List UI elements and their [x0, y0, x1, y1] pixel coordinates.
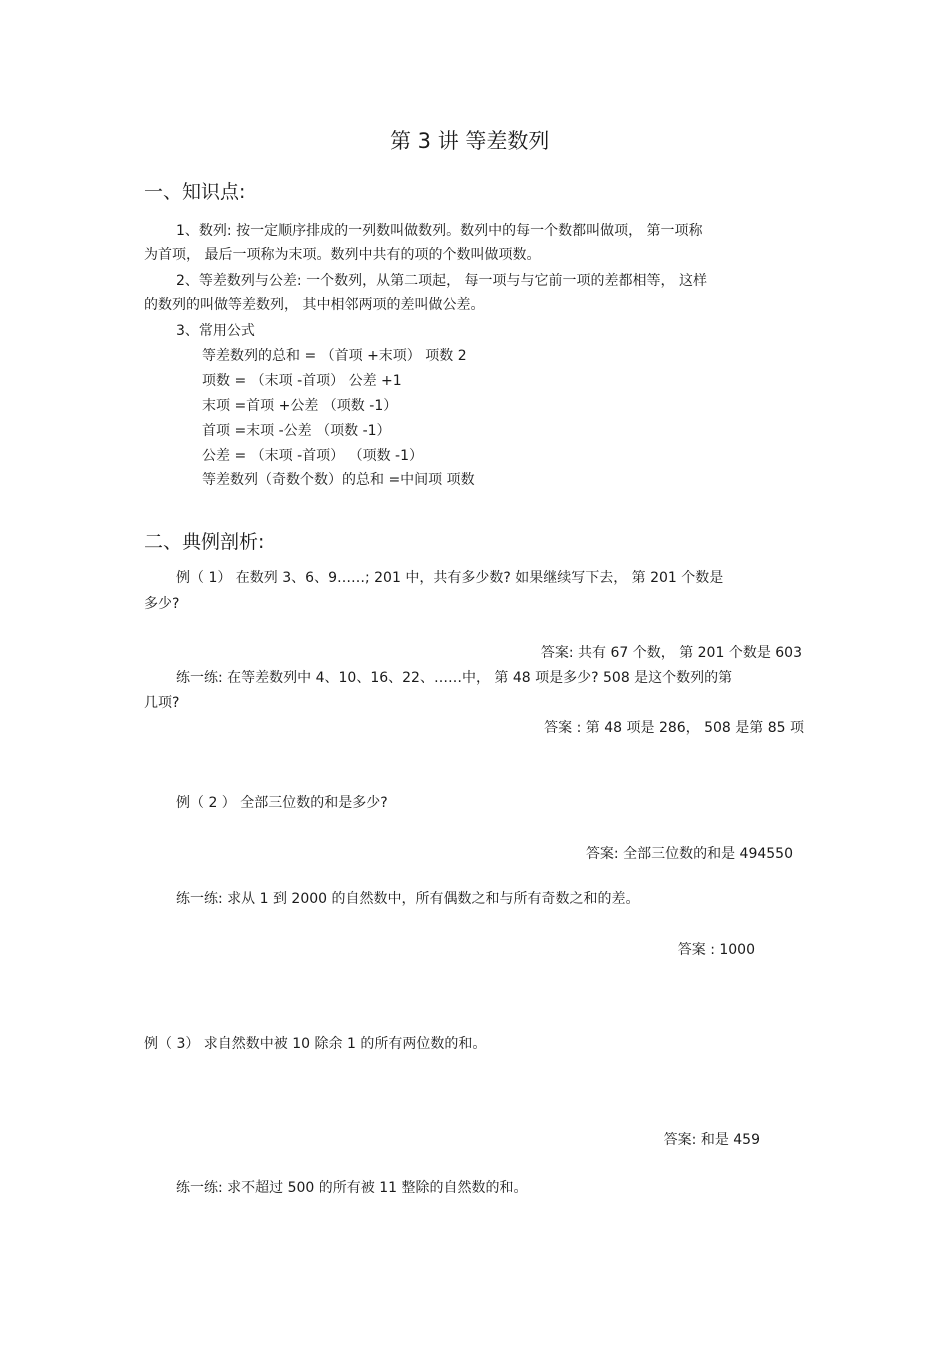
practice1-answer: 答案 : 第 48 项是 286， 508 是第 85 项	[544, 720, 804, 736]
page-title: 第 3 讲 等差数列	[390, 129, 550, 153]
definition-arithmetic-line1: 2、等差数列与公差: 一个数列，从第二项起， 每一项与与它前一项的差都相等， 这样	[176, 273, 707, 289]
example2-answer: 答案: 全部三位数的和是 494550	[585, 846, 793, 862]
definition-arithmetic-line2: 的数列的叫做等差数列， 其中相邻两项的差叫做公差。	[144, 297, 485, 313]
definition-sequence-line2: 为首项， 最后一项称为末项。数列中共有的项的个数叫做项数。	[144, 247, 541, 263]
example1-line2: 多少?	[144, 596, 180, 612]
practice2-answer: 答案 : 1000	[677, 942, 755, 958]
example3: 例（ 3） 求自然数中被 10 除余 1 的所有两位数的和。	[144, 1036, 487, 1052]
example2: 例（ 2 ） 全部三位数的和是多少?	[176, 795, 388, 811]
formula-last-term: 末项 =首项 +公差 （项数 -1）	[202, 398, 398, 414]
example1-line1: 例（ 1） 在数列 3、6、9……; 201 中，共有多少数? 如果继续写下去， 第 201 个数是	[176, 570, 724, 586]
section-heading-examples: 二、典例剖析:	[144, 531, 265, 553]
practice1-line1: 练一练: 在等差数列中 4、10、16、22、……中， 第 48 项是多少? 508 是这个数列的第	[176, 670, 733, 686]
practice2: 练一练: 求从 1 到 2000 的自然数中，所有偶数之和与所有奇数之和的差。	[176, 891, 640, 907]
formula-first-term: 首项 =末项 -公差 （项数 -1）	[202, 423, 391, 439]
example1-answer: 答案: 共有 67 个数， 第 201 个数是 603	[540, 645, 802, 661]
formula-sum: 等差数列的总和 = （首项 +末项） 项数 2	[202, 348, 467, 364]
section-heading-knowledge: 一、知识点:	[144, 181, 246, 203]
example3-answer: 答案: 和是 459	[663, 1132, 760, 1148]
formula-odd-sum: 等差数列（奇数个数）的总和 =中间项 项数	[202, 472, 475, 488]
practice3: 练一练: 求不超过 500 的所有被 11 整除的自然数的和。	[176, 1180, 528, 1196]
definition-sequence-line1: 1、数列: 按一定顺序排成的一列数叫做数列。数列中的每一个数都叫做项， 第一项称	[176, 223, 703, 239]
practice1-line2: 几项?	[144, 695, 180, 711]
formula-difference: 公差 = （末项 -首项） （项数 -1）	[202, 448, 423, 464]
formula-count: 项数 = （末项 -首项） 公差 +1	[202, 373, 402, 389]
formula-list-label: 3、常用公式	[176, 323, 255, 339]
